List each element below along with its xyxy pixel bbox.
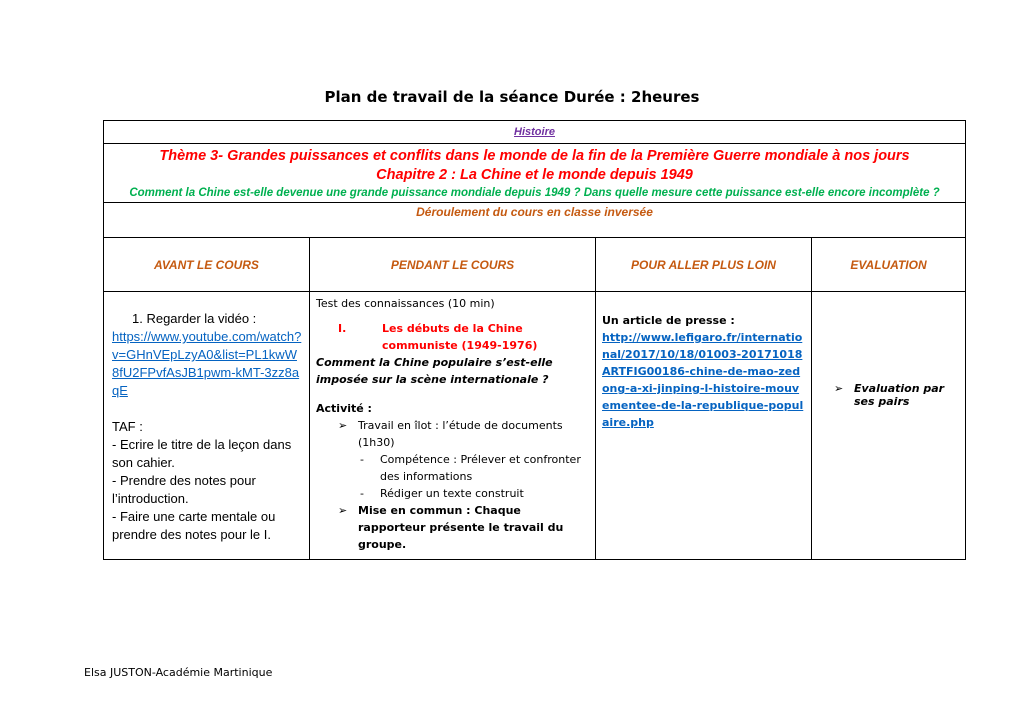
theme-title: Thème 3- Grandes puissances et conflits dans le monde de la fin de la Première Guerre mondiale à nos jours	[159, 148, 910, 164]
cell-plus-loin	[596, 292, 812, 560]
avant-line1: - Ecrire le titre de la leçon dans son cahier.	[112, 437, 292, 470]
activity-1-sub1-text: Compétence : Prélever et confronter des informations	[380, 453, 581, 483]
activity-1-sub1	[316, 451, 589, 485]
section-number: I.	[338, 322, 347, 335]
evaluation-item	[834, 382, 959, 408]
avant-item1: 1. Regarder la vidéo :	[132, 311, 257, 326]
cell-evaluation	[812, 292, 966, 560]
col-header-avant: AVANT LE COURS	[104, 238, 310, 292]
activity-1-text: Travail en îlot : l’étude de documents (1h30)	[358, 419, 563, 449]
youtube-link[interactable]: https://www.youtube.com/watch?v=GHnVEpLzyA0&list=PL1kwW8fU2FPvfAsJB1pwm-kMT-3zz8aqE	[112, 329, 302, 398]
problem-question: Comment la Chine est-elle devenue une grande puissance mondiale depuis 1949 ? Dans quelle mesure cette puissance est-elle encore incomplète ?	[129, 187, 940, 199]
dash-bullet-icon: -	[360, 453, 364, 466]
arrow-bullet-icon: ➢	[834, 382, 844, 395]
subject-title: Histoire	[104, 121, 966, 144]
dash-bullet-icon: -	[360, 487, 364, 500]
deroulement-title: Déroulement du cours en classe inversée	[104, 203, 966, 238]
page-title: Plan de travail de la séance Durée : 2heures	[324, 88, 700, 106]
section-heading	[316, 320, 589, 354]
activity-1	[316, 417, 589, 451]
plan-table	[103, 120, 966, 560]
col-header-plus-loin: POUR ALLER PLUS LOIN	[596, 238, 812, 292]
chapter-title: Chapitre 2 : La Chine et le monde depuis 1949	[376, 167, 693, 183]
col-header-evaluation: EVALUATION	[812, 238, 966, 292]
activity-1-sub2	[316, 485, 589, 502]
cell-pendant	[310, 292, 596, 560]
arrow-bullet-icon: ➢	[338, 419, 348, 432]
section-title: Les débuts de la Chine communiste (1949-1976)	[382, 322, 538, 352]
activite-label: Activité :	[316, 402, 372, 415]
activity-1-sub2-text: Rédiger un texte construit	[380, 487, 524, 500]
avant-line3: - Faire une carte mentale ou prendre des notes pour le I.	[112, 509, 276, 542]
lefigaro-link[interactable]: http://www.lefigaro.fr/international/2017/10/18/01003-20171018ARTFIG00186-chine-de-mao-zedong-a-xi-jinping-l-histoire-mouvementee-de-la-republique-populaire.php	[602, 331, 804, 429]
header-block	[104, 144, 966, 203]
taf-label: TAF :	[112, 419, 143, 434]
col-header-pendant: PENDANT LE COURS	[310, 238, 596, 292]
footer-author: Elsa JUSTON-Académie Martinique	[84, 666, 273, 679]
activity-2-text: Mise en commun : Chaque rapporteur présente le travail du groupe.	[358, 504, 564, 551]
pendant-question: Comment la Chine populaire s’est-elle imposée sur la scène internationale ?	[316, 356, 553, 386]
arrow-bullet-icon: ➢	[338, 504, 348, 517]
avant-line2: - Prendre des notes pour l’introduction.	[112, 473, 256, 506]
test-label: Test des connaissances (10 min)	[316, 297, 495, 310]
activity-2	[316, 502, 589, 553]
evaluation-text: Evaluation par ses pairs	[854, 382, 945, 408]
article-intro: Un article de presse :	[602, 314, 735, 327]
cell-avant	[104, 292, 310, 560]
